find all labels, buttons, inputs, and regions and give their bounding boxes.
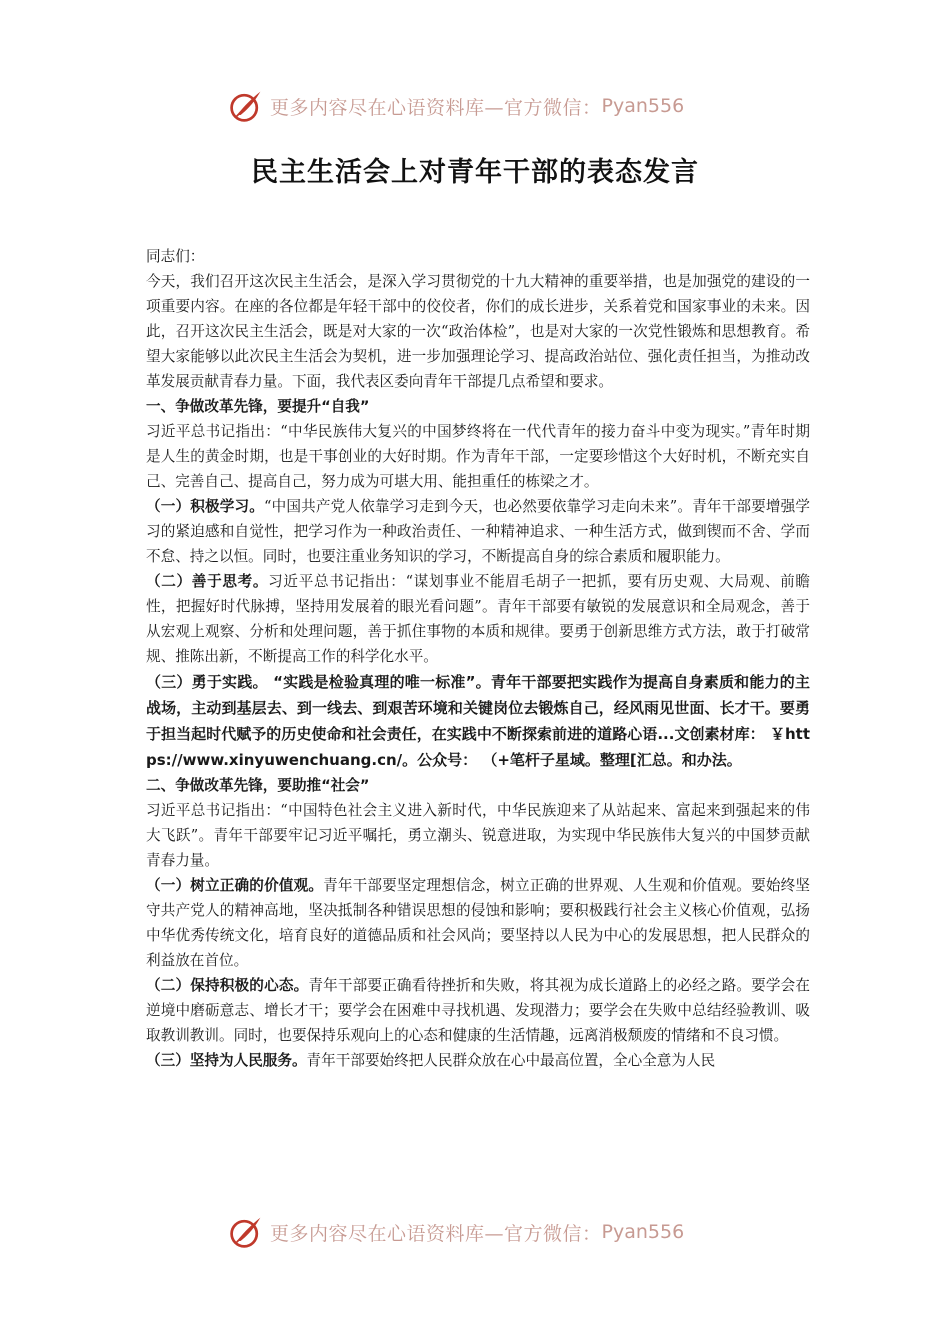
section1-item2 [146, 569, 810, 669]
section2-quote: 习近平总书记指出：“中国特色社会主义进入新时代，中华民族迎来了从站起来、富起来到强起来的伟大飞跃”。青年干部要牢记习近平嘱托，勇立潮头、锐意进取，为实现中华民族伟大复兴的中国梦贡献青春力量。 [146, 802, 810, 869]
section2-item2 [146, 973, 810, 1048]
greeting: 同志们： [146, 248, 205, 265]
watermark-banner-top [0, 80, 950, 130]
watermark-banner-bottom [0, 1206, 950, 1256]
section1-item1-label: （一）积极学习。 [146, 498, 264, 515]
section2-item1-text: 青年干部要坚定理想信念，树立正确的世界观、人生观和价值观。要始终坚守共产党人的精神高地，坚决抵制各种错误思想的侵蚀和影响；要积极践行社会主义核心价值观，弘扬中华优秀传统文化，培育良好的道德品质和社会风尚；要坚持以人民为中心的发展思想，把人民群众的利益放在首位。 [146, 877, 810, 969]
document-body [146, 244, 810, 1073]
section2-item3-label: （三）坚持为人民服务。 [146, 1052, 307, 1069]
section2-heading: 二、争做改革先锋，要助推“社会” [146, 777, 370, 794]
section1-quote: 习近平总书记指出：“中华民族伟大复兴的中国梦终将在一代代青年的接力奋斗中变为现实。”青年时期是人生的黄金时期，也是干事创业的大好时期。作为青年干部，一定要珍惜这个大好时机，不断充实自己、完善自己、提高自己，努力成为可堪大用、能担重任的栋梁之才。 [146, 423, 810, 490]
section2-item2-text: 青年干部要正确看待挫折和失败，将其视为成长道路上的必经之路。要学会在逆境中磨砺意志、增长才干；要学会在困难中寻找机遇、发现潜力；要学会在失败中总结经验教训、吸取教训教训。同时，也要保持乐观向上的心态和健康的生活情趣，远离消极颓废的情绪和不良习惯。 [146, 977, 810, 1044]
quill-pen-icon [228, 88, 264, 124]
section2-item1 [146, 873, 810, 973]
section1-item2-text: 习近平总书记指出：“谋划事业不能眉毛胡子一把抓，要有历史观、大局观、前瞻性，把握好时代脉搏，坚持用发展着的眼光看问题”。青年干部要有敏锐的发展意识和全局观念，善于从宏观上观察、分析和处理问题，善于抓住事物的本质和规律。要勇于创新思维方式方法，敢于打破常规、推陈出新，不断提高工作的科学化水平。 [146, 573, 810, 665]
watermark-handle: Pyan556 [601, 1221, 685, 1243]
intro-paragraph: 今天，我们召开这次民主生活会，是深入学习贯彻党的十九大精神的重要举措，也是加强党的建设的一项重要内容。在座的各位都是年轻干部中的佼佼者，你们的成长进步，关系着党和国家事业的未来。因此，召开这次民主生活会，既是对大家的一次“政治体检”，也是对大家的一次党性锻炼和思想教育。希望大家能够以此次民主生活会为契机，进一步加强理论学习、提高政治站位、强化责任担当，为推动改革发展贡献青春力量。下面，我代表区委向青年干部提几点希望和要求。 [146, 273, 810, 390]
section2-item3 [146, 1048, 810, 1073]
section2-item2-label: （二）保持积极的心态。 [146, 977, 309, 994]
section1-item2-label: （二）善于思考。 [146, 573, 269, 590]
watermark-text: 更多内容尽在心语资料库—官方微信： [270, 96, 602, 119]
section1-item1 [146, 494, 810, 569]
section1-heading: 一、争做改革先锋，要提升“自我” [146, 398, 370, 415]
watermark-handle: Pyan556 [601, 95, 685, 117]
page-title: 民主生活会上对青年干部的表态发言 [251, 157, 699, 188]
section1-item3: （三）勇于实践。 “实践是检验真理的唯一标准”。青年干部要把实践作为提高自身素质和能力的主战场，主动到基层去、到一线去、到艰苦环境和关键岗位去锻炼自己，经风雨见世面、长才干。要勇于担当起时代赋予的历史使命和社会责任，在实践中不断探索前进的道路心语...文创素材库： ￥https://www.xinyuwenchuang.cn/。公众号： （+笔杆子星域。整理[汇总。和办法。 [146, 673, 810, 769]
section2-item3-text: 青年干部要始终把人民群众放在心中最高位置，全心全意为人民 [306, 1052, 716, 1069]
section2-item1-label: （一）树立正确的价值观。 [146, 877, 324, 894]
quill-pen-icon [228, 1214, 264, 1250]
section1-item1-text: “中国共产党人依靠学习走到今天，也必然要依靠学习走向未来”。青年干部要增强学习的紧迫感和自觉性，把学习作为一种政治责任、一种精神追求、一种生活方式，做到锲而不舍、学而不怠、持之以恒。同时，也要注重业务知识的学习，不断提高自身的综合素质和履职能力。 [146, 498, 810, 565]
watermark-text: 更多内容尽在心语资料库—官方微信： [270, 1222, 602, 1245]
